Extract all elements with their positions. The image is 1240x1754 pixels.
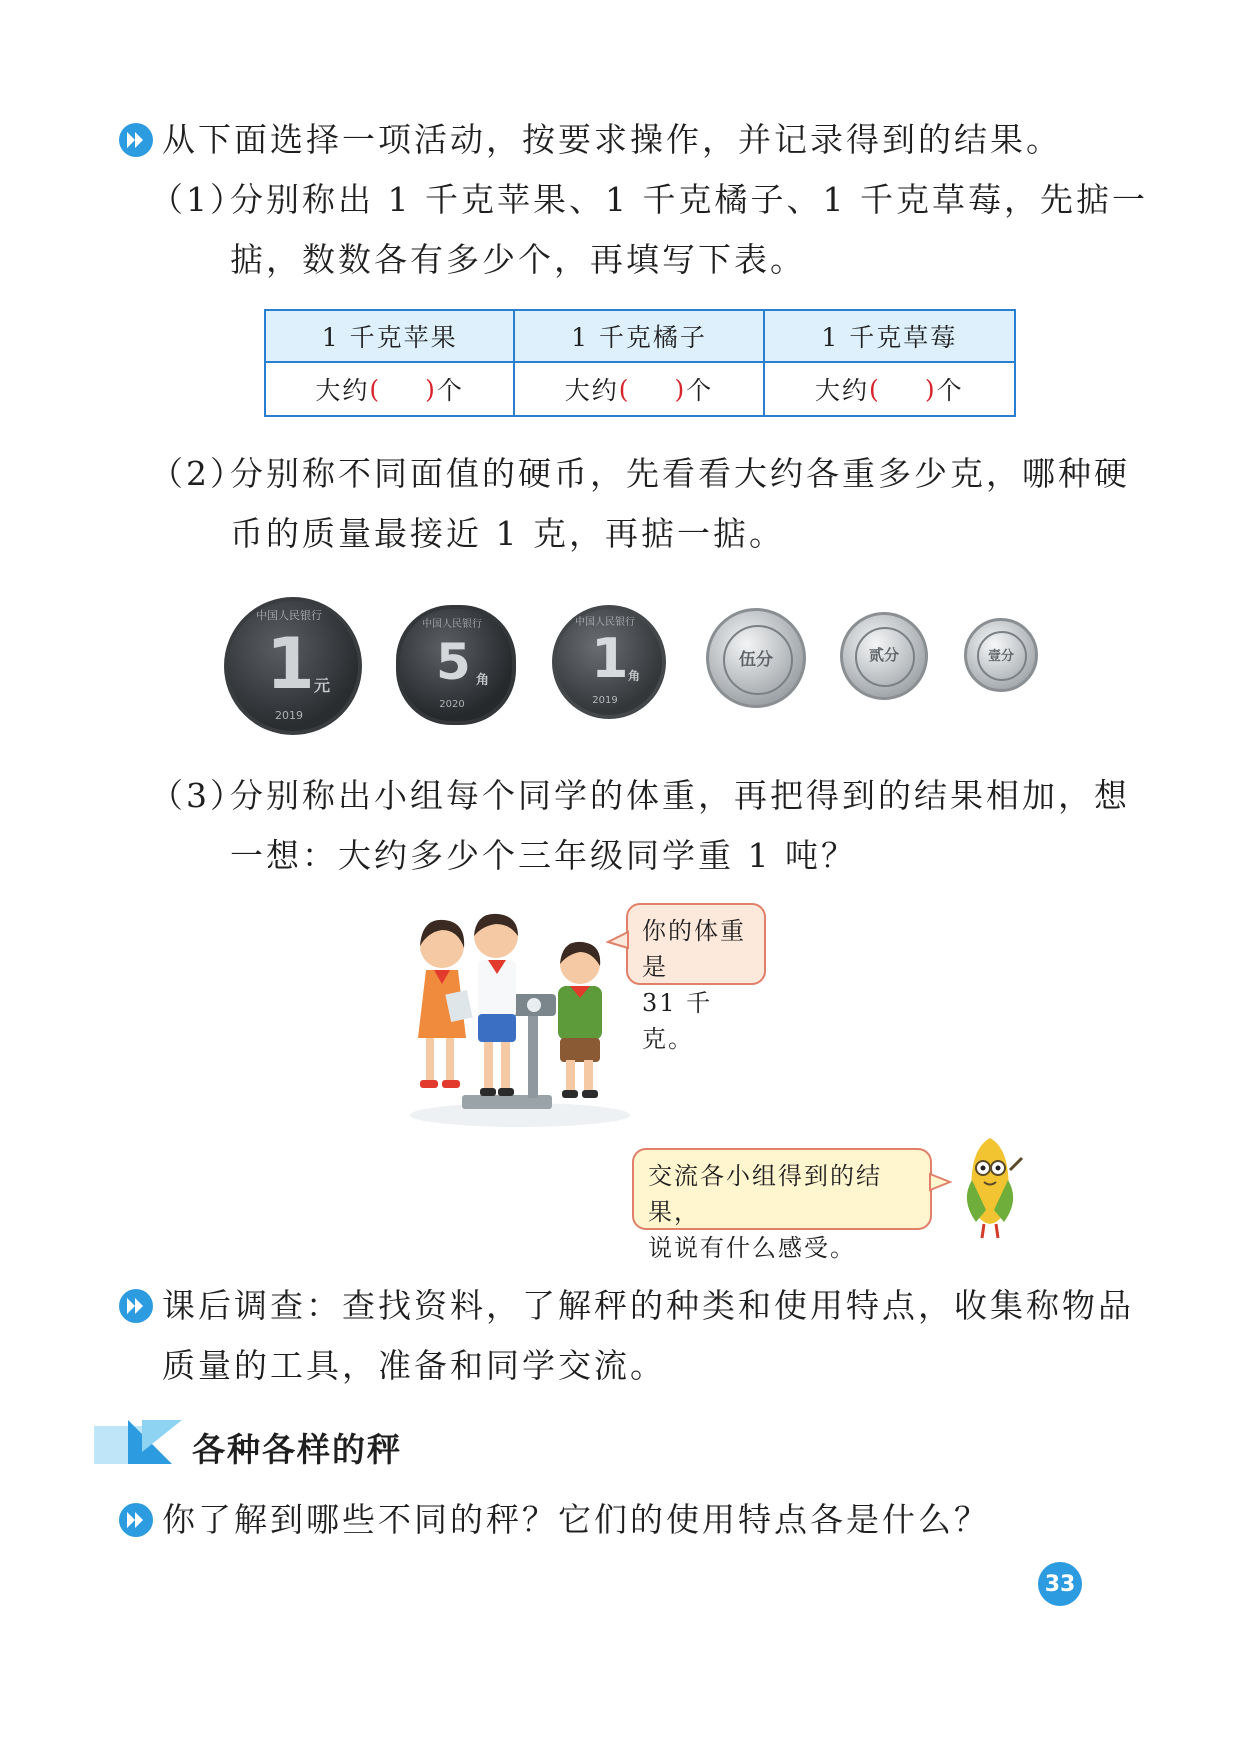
bubble-tail-icon — [928, 1172, 952, 1192]
cell-suffix: 个 — [936, 376, 964, 405]
bubble1-line2: 31 千克。 — [642, 989, 713, 1053]
bubble2-line1: 交流各小组得到的结果， — [648, 1162, 882, 1226]
open-paren: ( — [369, 374, 382, 404]
coin-5-value: 贰分 — [868, 646, 899, 664]
speech-bubble-weight — [626, 903, 766, 1053]
coin-4-value: 伍分 — [739, 650, 773, 670]
coin-2-top: 中国人民银行 — [422, 619, 482, 630]
close-paren: ) — [425, 374, 437, 404]
item2-line2: 币的质量最接近 1 克，再掂一掂。 — [230, 514, 785, 553]
coin-1-year: 2019 — [275, 709, 303, 722]
coin-1-yuan — [224, 597, 362, 735]
table-cell-orange — [515, 363, 764, 415]
fruit-count-table — [264, 309, 1016, 417]
coin-1-fen — [964, 618, 1038, 692]
item3-line2: 一想：大约多少个三年级同学重 1 吨？ — [230, 836, 857, 875]
section-title: 各种各样的秤 — [192, 1430, 402, 1469]
coin-1-value: 1 — [266, 623, 315, 705]
coin-3-year: 2019 — [592, 695, 618, 706]
coin-2-value: 5 — [436, 633, 471, 691]
item2-line1: 分别称不同面值的硬币，先看看大约各重多少克，哪种硬 — [230, 454, 1130, 493]
item1-line1: 分别称出 1 千克苹果、1 千克橘子、1 千克草莓，先掂一 — [230, 180, 1148, 219]
close-paren: ) — [924, 374, 937, 404]
speech-bubble-discuss — [632, 1148, 932, 1262]
coin-2-fen — [840, 612, 928, 700]
coin-5-jiao — [396, 605, 516, 725]
table-header-apple: 1 千克苹果 — [266, 311, 515, 363]
section-header-icon — [94, 1418, 184, 1468]
coin-3-unit: 角 — [628, 669, 641, 683]
item2-number: （2） — [150, 454, 246, 493]
coin-2-year: 2020 — [439, 699, 465, 710]
intro-text: 从下面选择一项活动，按要求操作，并记录得到的结果。 — [162, 120, 1062, 159]
coin-1-unit: 元 — [314, 676, 331, 695]
item3-number: （3） — [150, 776, 246, 815]
item3-line1: 分别称出小组每个同学的体重，再把得到的结果相加，想 — [230, 776, 1130, 815]
coin-5-fen — [706, 608, 806, 708]
table-header-strawberry: 1 千克草莓 — [765, 311, 1014, 363]
table-header-orange: 1 千克橘子 — [515, 311, 764, 363]
coin-2-unit: 角 — [476, 673, 490, 688]
arrow-bullet-icon — [118, 1502, 154, 1538]
coin-3-value: 1 — [591, 627, 629, 690]
arrow-bullet-icon — [118, 1288, 154, 1324]
question-text: 你了解到哪些不同的秤？它们的使用特点各是什么？ — [162, 1500, 990, 1539]
cell-prefix: 大约 — [564, 376, 619, 405]
coin-1-jiao — [552, 605, 666, 719]
item1-line2: 掂，数数各有多少个，再填写下表。 — [230, 240, 806, 279]
cell-suffix: 个 — [686, 376, 714, 405]
coin-3-top: 中国人民银行 — [575, 617, 635, 628]
cell-prefix: 大约 — [315, 376, 370, 405]
corn-mascot-icon — [950, 1130, 1030, 1242]
arrow-bullet-icon — [118, 122, 154, 158]
coin-1-top: 中国人民银行 — [256, 609, 322, 622]
open-paren: ( — [869, 374, 881, 404]
survey-line1: 课后调查：查找资料，了解秤的种类和使用特点，收集称物品 — [162, 1286, 1134, 1325]
cell-prefix: 大约 — [815, 376, 870, 405]
children-weighing-illustration — [400, 900, 640, 1130]
close-paren: ) — [674, 374, 687, 404]
open-paren: ( — [618, 374, 631, 404]
bubble1-line1: 你的体重是 — [642, 917, 746, 981]
survey-line2: 质量的工具，准备和同学交流。 — [162, 1346, 666, 1385]
table-cell-apple — [266, 363, 515, 415]
coin-6-value: 壹分 — [987, 649, 1014, 664]
bubble-tail-icon — [606, 930, 630, 950]
page-number-badge: 33 — [1038, 1562, 1082, 1606]
table-cell-strawberry — [765, 363, 1014, 415]
bubble2-line2: 说说有什么感受。 — [648, 1234, 856, 1262]
cell-suffix: 个 — [436, 376, 464, 405]
item1-number: （1） — [150, 180, 246, 219]
